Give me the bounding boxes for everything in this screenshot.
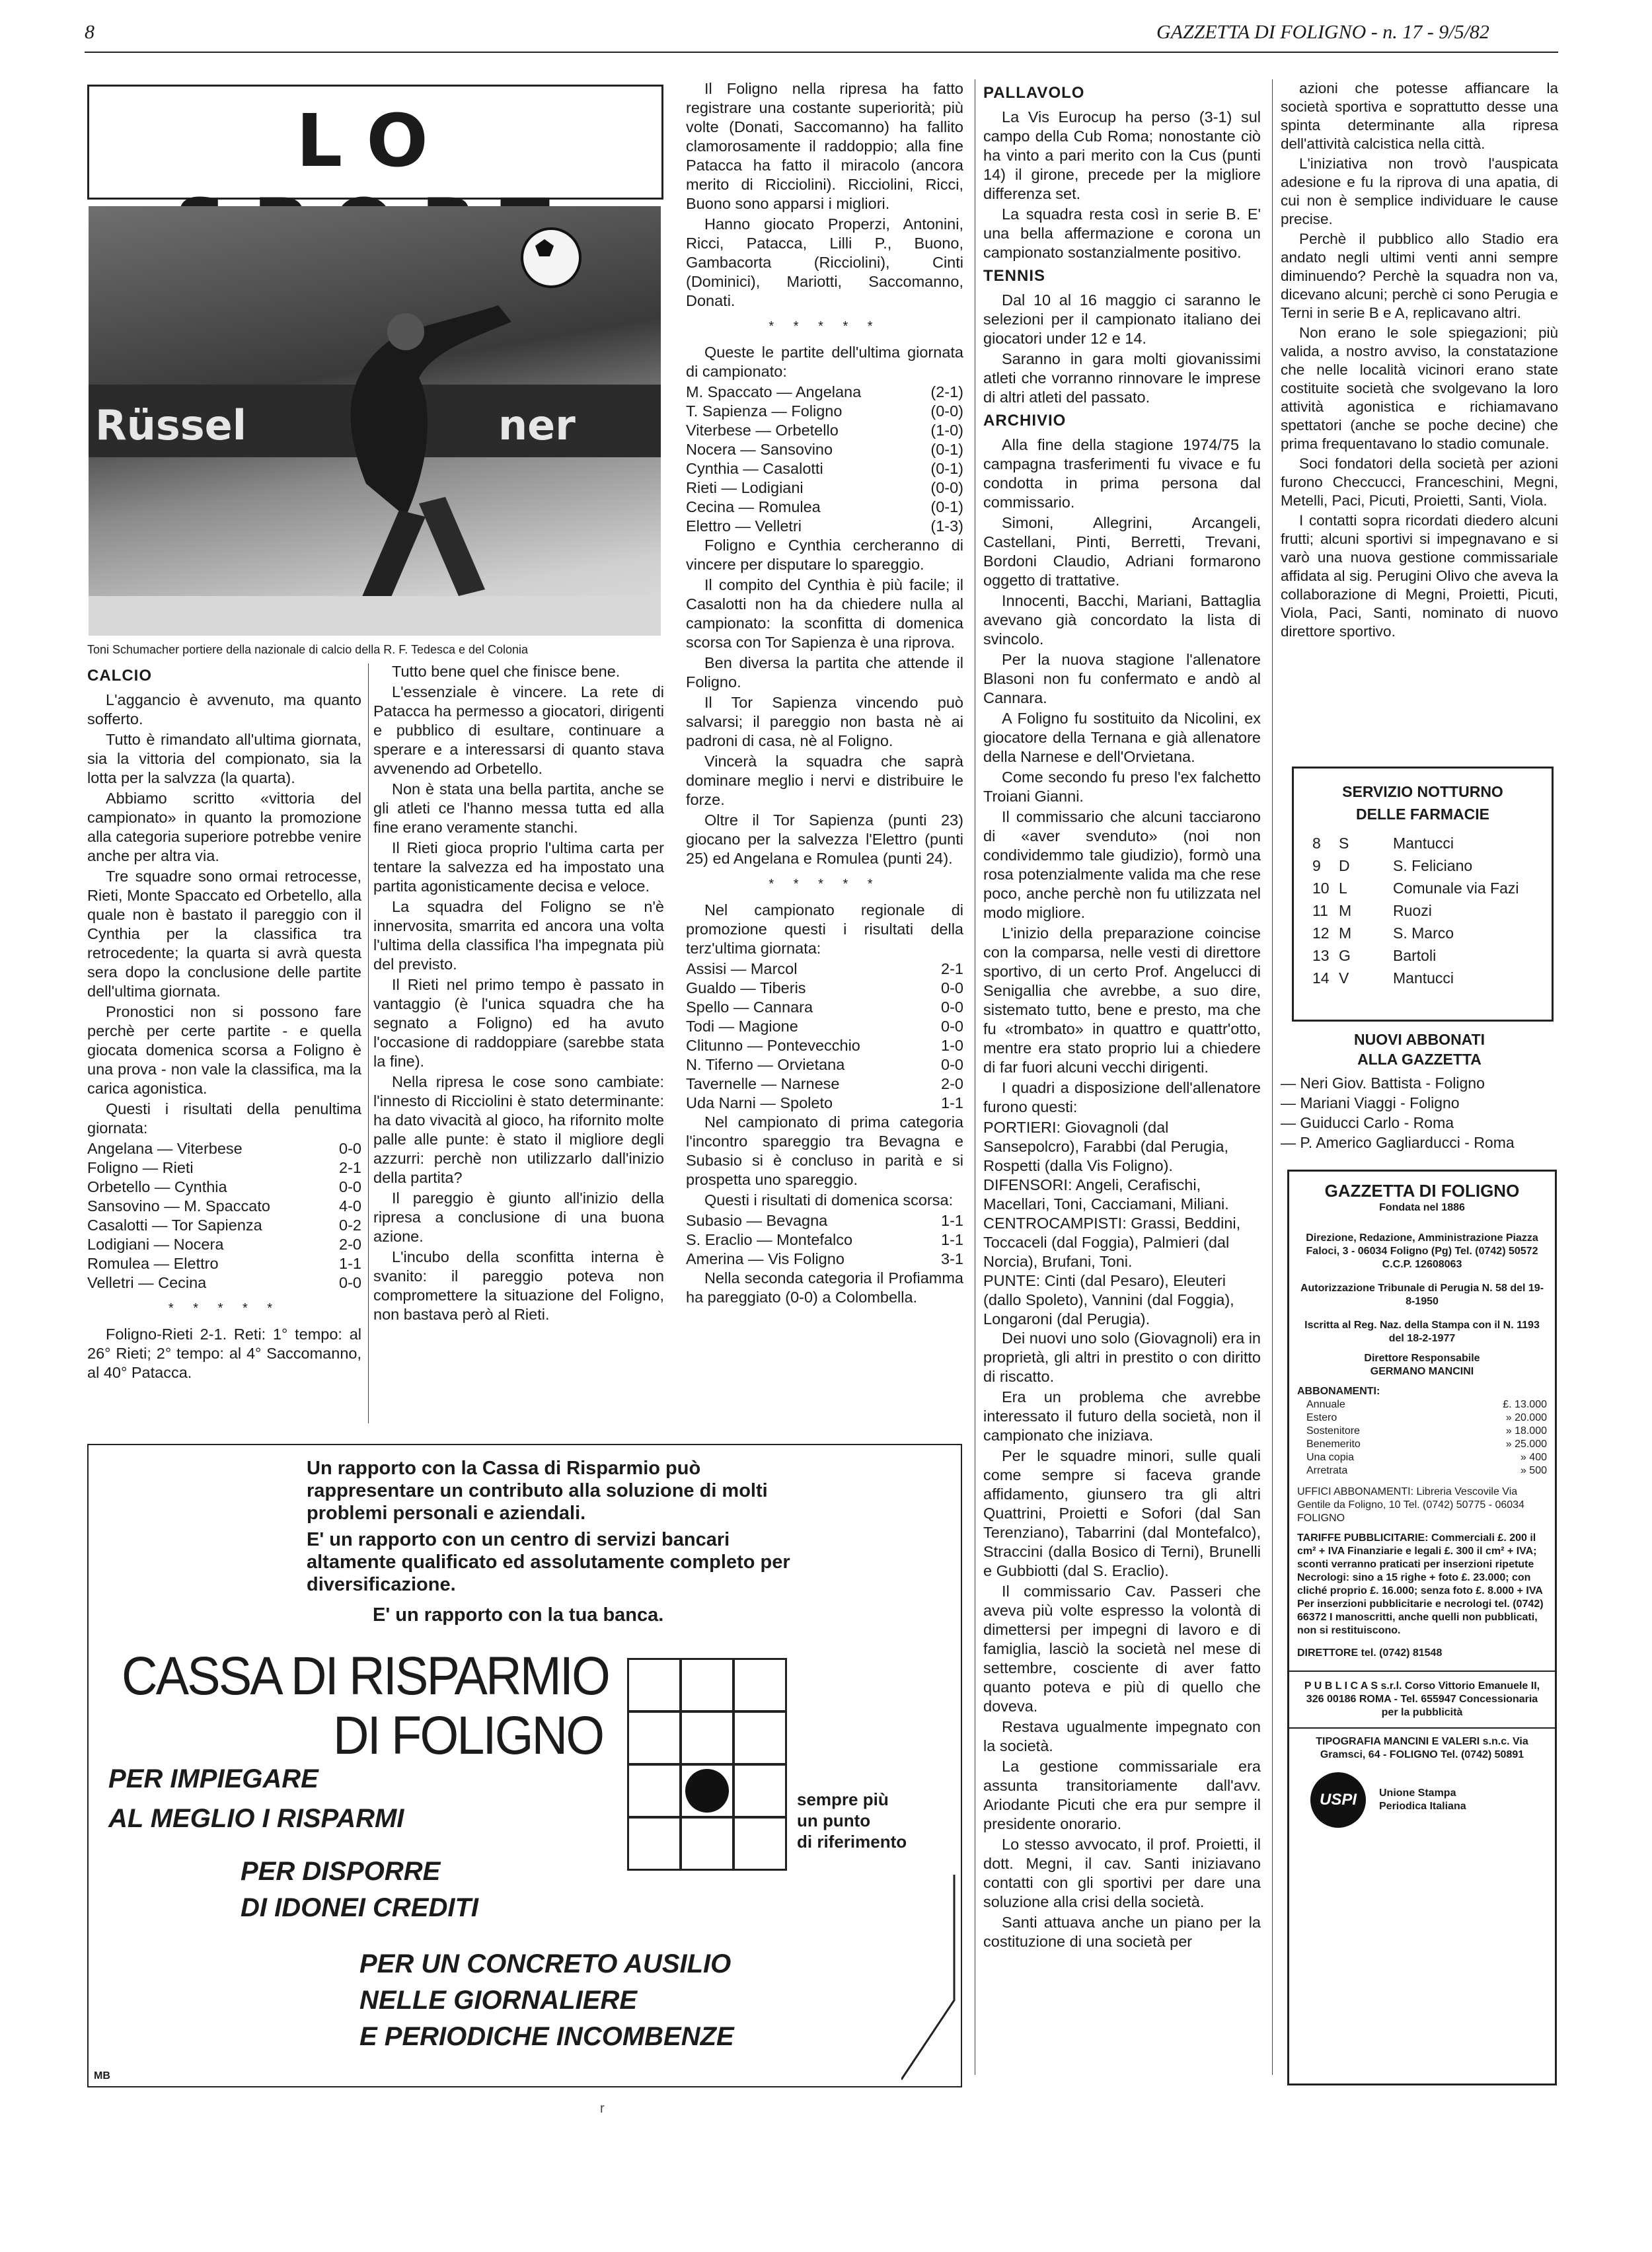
ad-tagline-2: un punto bbox=[797, 1811, 871, 1830]
logo-square bbox=[733, 1764, 787, 1818]
article-paragraph: Innocenti, Bacchi, Mariani, Battaglia avevano già concordato la lista di svincolo. bbox=[983, 592, 1261, 648]
subscriber-item: — Neri Giov. Battista - Foligno bbox=[1281, 1074, 1485, 1092]
result-row: S. Eraclio — Montefalco 1-1 bbox=[686, 1231, 963, 1248]
article-paragraph: L'essenziale è vincere. La rete di Patacca ha permesso a giocatori, dirigenti e pubblico di esultare, continuare a sperare e a interessarsi di quanto stava avvenendo ad Orbetello. bbox=[373, 683, 664, 777]
director-phone: DIRETTORE tel. (0742) 81548 bbox=[1297, 1647, 1443, 1659]
article-paragraph: Nel campionato regionale di promozione questi i risultati della terz'ultima giornata: bbox=[686, 901, 963, 957]
calcio-paragraph: L'aggancio è avvenuto, ma quanto sofferto. bbox=[87, 691, 361, 728]
article-paragraph: Ben diversa la partita che attende il Foligno. bbox=[686, 654, 963, 691]
column-2 bbox=[373, 662, 664, 1326]
page-number: 8 bbox=[85, 21, 94, 43]
ad-copy-1: Un rapporto con la Cassa di Risparmio può rappresentare un contributo alla soluzione di molti problemi personali e aziendali. bbox=[307, 1458, 768, 1524]
fixture-row: T. Sapienza — Foligno (0-0) bbox=[686, 402, 963, 420]
ad-slogan-2: AL MEGLIO I RISPARMI bbox=[108, 1804, 404, 1833]
director-label: Direttore Responsabile bbox=[1364, 1353, 1480, 1364]
subscription-row: Una copia » 400 bbox=[1306, 1452, 1547, 1463]
logo-square bbox=[627, 1658, 681, 1712]
article-paragraph: Il Rieti nel primo tempo è passato in vantaggio (è l'unica squadra che ha segnato a Foligno) ed ha avuto l'occasione di raddoppiare (sarebbe stata la fine). bbox=[373, 976, 664, 1070]
article-paragraph: Dal 10 al 16 maggio ci saranno le selezioni per il campionato italiano dei giocatori under 12 e 14. bbox=[983, 291, 1261, 347]
result-row: Romulea — Elettro 1-1 bbox=[87, 1255, 361, 1272]
subscribers-subtitle: ALLA GAZZETTA bbox=[1357, 1051, 1482, 1068]
result-row: Clitunno — Pontevecchio 1-0 bbox=[686, 1037, 963, 1054]
ad-slogan-5: PER UN CONCRETO AUSILIO bbox=[359, 1949, 732, 1978]
article-paragraph: Il commissario che alcuni tacciarono di «aver svenduto» (noi non condividemmo tale giudizio), formò una rosa potenzialmente valida ma che rese poco, anche perchè non fu utilizzata nel modo migliore. bbox=[983, 808, 1261, 921]
result-row: Lodigiani — Nocera 2-0 bbox=[87, 1236, 361, 1253]
calcio-paragraph: Questi i risultati della penultima giornata: bbox=[87, 1100, 361, 1137]
logo-square bbox=[627, 1764, 681, 1818]
calcio-match-report: Foligno-Rieti 2-1. Reti: 1° tempo: al 26° Rieti; 2° tempo: al 4° Saccomanno, al 40° Patacca. bbox=[87, 1326, 361, 1381]
advertising-rates: TARIFFE PUBBLICITARIE: Commerciali £. 200 il cm² + IVA Finanziarie e legali £. 300 il cm² + IVA; sconti verranno praticati per inserzioni ripetute Necrologi: sino a 15 righe + foto £. 23.000; con cliché proprio £. 16.000; senza foto £. 8.000 + IVA Per inserzioni pubblicitarie e necrologi tel. (0742) 66372 I manoscritti, anche quelli non pubblicati, non si restituiscono. bbox=[1297, 1532, 1544, 1636]
article-paragraph: Per le squadre minori, sulle quali come sempre si faceva grande affidamento, giunsero tra gli altri Quattrini, Proietti e Sofori (dal San Terenziano), Tabarrini (dal Montefalco), Straccini (dalla Bosico di Terni), Brunelli e Gubbiotti (dal S. Eraclio). bbox=[983, 1447, 1261, 1579]
pharmacy-row: 11 M Ruozi bbox=[1312, 902, 1432, 919]
logo-square bbox=[680, 1658, 734, 1712]
result-row: Assisi — Marcol 2-1 bbox=[686, 960, 963, 977]
article-paragraph: Il compito del Cynthia è più facile; il Casalotti non ha da chiedere nulla al campionato: la sconfitta di domenica scorsa con Tor Sapienza è una riprova. bbox=[686, 576, 963, 651]
subscription-row: Annuale £. 13.000 bbox=[1306, 1399, 1547, 1410]
column-rule bbox=[1272, 79, 1273, 2075]
article-paragraph: Questi i risultati di domenica scorsa: bbox=[704, 1191, 954, 1209]
uspi-label: Unione Stampa Periodica Italiana bbox=[1379, 1787, 1466, 1812]
section-title: LO bbox=[296, 98, 455, 183]
result-row: Tavernelle — Narnese 2-0 bbox=[686, 1075, 963, 1092]
result-row: Angelana — Viterbese 0-0 bbox=[87, 1140, 361, 1157]
article-paragraph: Perchè il pubblico allo Stadio era andato negli ultimi venti anni sempre diminuendo? Perchè la squadra non va, dicevano alcuni; perchè ci sono Perugia e Terni in serie B e A, replicavano altri. bbox=[1281, 231, 1558, 321]
article-paragraph: azioni che potesse affiancare la società sportiva e soprattutto desse una spinta determinante alla ripresa dell'attività calcistica nella città. bbox=[1281, 80, 1558, 152]
ad-copy-2: E' un rapporto con un centro di servizi bancari altamente qualificato ed assolutamente completo per diversificazione. bbox=[307, 1529, 790, 1595]
ad-tagline-1: sempre più bbox=[797, 1789, 889, 1809]
ad-slogan-3: PER DISPORRE bbox=[241, 1857, 441, 1886]
bank-logo-dot bbox=[685, 1769, 729, 1813]
billboard-text: Rüssel bbox=[95, 401, 246, 449]
article-paragraph: Simoni, Allegrini, Arcangeli, Castellani, Pinti, Berretti, Trevani, Bordoni Claudio, Adriani formarono oggetto di trattative. bbox=[983, 514, 1261, 589]
article-paragraph: Restava ugualmente impegnato con la società. bbox=[983, 1718, 1261, 1754]
article-paragraph: L'inizio della preparazione coincise con la comparsa, nelle vesti di direttore sportivo, di un certo Prof. Angelucci di Senigallia che avrebbe, a suo dire, sistemato tutto, bene e presto, ma che fu «trombato» in quattro e quattr'otto, mentre era stato proprio lui a chiedere di far fuori alcuni vecchi dirigenti. bbox=[983, 924, 1261, 1076]
article-paragraph: Il commissario Cav. Passeri che aveva più volte espresso la volontà di dimettersi per impegni di lavoro e di famiglia, lasciò la società nel mese di settembre, cosciente di aver fatto quanto poteva e più di quello che doveva. bbox=[983, 1583, 1261, 1715]
result-row: Foligno — Rieti 2-1 bbox=[87, 1159, 361, 1176]
pharmacy-title: SERVIZIO NOTTURNO bbox=[1342, 783, 1503, 800]
pharmacy-row: 9 D S. Feliciano bbox=[1312, 857, 1473, 874]
pharmacy-row: 13 G Bartoli bbox=[1312, 947, 1437, 964]
printer-info: TIPOGRAFIA MANCINI E VALERI s.n.c. Via Gramsci, 64 - FOLIGNO Tel. (0742) 50891 bbox=[1316, 1736, 1528, 1760]
article-paragraph: Il Tor Sapienza vincendo può salvarsi; il pareggio non basta nè ai padroni di casa, nè al Foligno. bbox=[686, 694, 963, 749]
colophon-box bbox=[1287, 1170, 1557, 2085]
ad-tagline-3: di riferimento bbox=[797, 1832, 907, 1852]
ad-signature: MB bbox=[94, 2070, 110, 2082]
colophon-address: Direzione, Redazione, Amministrazione Piazza Faloci, 3 - 06034 Foligno (Pg) Tel. (0742) 50572 C.C.P. 12608063 bbox=[1306, 1232, 1538, 1270]
article-paragraph: La gestione commissariale era assunta transitoriamente dall'avv. Ariodante Picuti che era pur sempre il presidente onorario. bbox=[983, 1758, 1261, 1832]
subscribers-title: NUOVI ABBONATI bbox=[1353, 1031, 1485, 1048]
result-row: Velletri — Cecina 0-0 bbox=[87, 1274, 361, 1291]
colophon-founded: Fondata nel 1886 bbox=[1379, 1202, 1465, 1213]
logo-square bbox=[733, 1817, 787, 1871]
ad-slogan-7: E PERIODICHE INCOMBENZE bbox=[359, 2022, 734, 2051]
separator-stars: * * * * * bbox=[769, 877, 881, 891]
fixture-row: Cynthia — Casalotti (0-1) bbox=[686, 460, 963, 477]
subscription-row: Estero » 20.000 bbox=[1306, 1412, 1547, 1423]
article-paragraph: L'iniziativa non trovò l'auspicata adesione e fu la riprova di una apatia, di cui non è semplice individuare le cause precise. bbox=[1281, 155, 1558, 227]
logo-square bbox=[680, 1817, 734, 1871]
bank-advertisement bbox=[87, 1444, 962, 2087]
logo-square bbox=[627, 1817, 681, 1871]
subscriber-item: — Mariani Viaggi - Foligno bbox=[1281, 1094, 1460, 1111]
calcio-heading: CALCIO bbox=[87, 667, 152, 685]
article-paragraph: Vincerà la squadra che saprà dominare meglio i nervi e distribuire le forze. bbox=[686, 753, 963, 808]
roster-line: CENTROCAMPISTI: Grassi, Beddini, Toccaceli (dal Foggia), Palmieri (dal Norcia), Brufani, Toni. bbox=[983, 1215, 1241, 1270]
calcio-paragraph: Pronostici non si possono fare perchè per certe partite - e quella giocata domenica scorsa a Foligno è una prova - non vale la classifica, ma la carica agonistica. bbox=[87, 1003, 361, 1097]
column-3 bbox=[686, 79, 963, 1308]
bank-name-1: CASSA DI RISPARMIO bbox=[122, 1646, 609, 1706]
article-paragraph: La squadra resta così in serie B. E' una bella affermazione e corona un campionato sostanzialmente positivo. bbox=[983, 206, 1261, 261]
subscription-row: Arretrata » 500 bbox=[1306, 1465, 1547, 1476]
article-paragraph: Il Foligno nella ripresa ha fatto registrare una costante superiorità; più volte (Donati, Saccomanno) ha fallito clamorosamente il raddoppio; alla fine Patacca ha fatto il miracolo (ancora merito di Ricciolini). Ricciolini, Ricci, Buono sono apparsi i migliori. bbox=[686, 80, 963, 212]
colophon-title: GAZZETTA DI FOLIGNO bbox=[1324, 1181, 1520, 1201]
ad-slogan-6: NELLE GIORNALIERE bbox=[359, 1986, 638, 2015]
calcio-paragraph: Abbiamo scritto «vittoria del campionato» in quanto la promozione alla categoria superiore potrebbe venire anche per altra via. bbox=[87, 790, 361, 864]
roster-line: PUNTE: Cinti (dal Pesaro), Eleuteri (dallo Spoleto), Vannini (dal Foggia), Longaroni (dal Perugia). bbox=[983, 1272, 1234, 1328]
pallavolo-heading: PALLAVOLO bbox=[983, 84, 1085, 102]
uspi-logo: USPI bbox=[1310, 1772, 1366, 1828]
article-paragraph: Saranno in gara molti giovanissimi atleti che vorranno rinnovare le imprese di altri atleti del passato. bbox=[983, 350, 1261, 406]
fixture-row: Nocera — Sansovino (0-1) bbox=[686, 441, 963, 458]
article-paragraph: A Foligno fu sostituito da Nicolini, ex giocatore della Ternana e già allenatore della Narnese e dell'Orvietana. bbox=[983, 710, 1261, 765]
separator-stars: * * * * * bbox=[168, 1301, 281, 1316]
masthead: GAZZETTA DI FOLIGNO - n. 17 - 9/5/82 bbox=[1156, 21, 1489, 43]
logo-square bbox=[680, 1711, 734, 1765]
ad-corner-line bbox=[901, 1875, 961, 2086]
section-title-box bbox=[87, 85, 663, 200]
header-rule bbox=[85, 52, 1558, 53]
article-paragraph: I quadri a disposizione dell'allenatore furono questi: bbox=[983, 1079, 1261, 1115]
article-paragraph: Dei nuovi uno solo (Giovagnoli) era in proprietà, gli altri in prestito o con diritto di riscatto. bbox=[983, 1330, 1261, 1385]
archivio-heading: ARCHIVIO bbox=[983, 412, 1067, 430]
article-paragraph: Foligno e Cynthia cercheranno di vincere per disputare lo spareggio. bbox=[686, 537, 963, 573]
pharmacy-row: 14 V Mantucci bbox=[1312, 969, 1454, 987]
article-paragraph: Tutto bene quel che finisce bene. bbox=[392, 663, 620, 680]
fixture-row: Viterbese — Orbetello (1-0) bbox=[686, 422, 963, 439]
article-paragraph: Come secondo fu preso l'ex falchetto Troiani Gianni. bbox=[983, 769, 1261, 805]
logo-square bbox=[733, 1658, 787, 1712]
article-paragraph: I contatti sopra ricordati diedero alcuni frutti; alcuni sportivi si impegnavano e si varò una nuova gestione commissariale affidata al sig. Perugini Olivo che aveva la collaborazione di Megni, Proietti, Picuti, Viola, Paci, Santi, nominato di nuovo direttore sportivo. bbox=[1281, 512, 1558, 640]
fixture-row: M. Spaccato — Angelana (2-1) bbox=[686, 383, 963, 400]
pharmacy-row: 10 L Comunale via Fazi bbox=[1312, 880, 1519, 897]
ad-copy-3: E' un rapporto con la tua banca. bbox=[373, 1604, 664, 1626]
article-paragraph: Santi attuava anche un piano per la costituzione di una società per bbox=[983, 1914, 1261, 1950]
goalkeeper-photo bbox=[89, 206, 661, 636]
article-paragraph: Nella seconda categoria il Profiamma ha pareggiato (0-0) a Colombella. bbox=[686, 1269, 963, 1306]
article-paragraph: Il Rieti gioca proprio l'ultima carta per tentare la salvezza ed ha impostato una partita agonisticamente decisa e veloce. bbox=[373, 839, 664, 895]
fixture-row: Rieti — Lodigiani (0-0) bbox=[686, 479, 963, 496]
calcio-paragraph: Tre squadre sono ormai retrocesse, Rieti, Monte Spaccato ed Orbetello, alla quale non è bastato il pareggio con il Cynthia per la classifica tra retrocedente; la quarta si avrà questa sera dopo la conclusione delle partite dell'ultima giornata. bbox=[87, 868, 361, 1000]
column-4 bbox=[983, 79, 1261, 1953]
colophon-authorization: Autorizzazione Tribunale di Perugia N. 58 del 19-8-1950 bbox=[1300, 1283, 1544, 1307]
result-row: Uda Narni — Spoleto 1-1 bbox=[686, 1094, 963, 1111]
result-row: Amerina — Vis Foligno 3-1 bbox=[686, 1250, 963, 1267]
fixture-row: Elettro — Velletri (1-3) bbox=[686, 517, 963, 535]
article-paragraph: Nel campionato di prima categoria l'incontro spareggio tra Bevagna e Subasio si è concluso in parità e si prospetta uno spareggio. bbox=[686, 1113, 963, 1188]
result-row: Orbetello — Cynthia 0-0 bbox=[87, 1178, 361, 1195]
logo-square bbox=[627, 1711, 681, 1765]
article-paragraph: La squadra del Foligno se n'è innervosita, smarrita ed ancora una volta l'ultima della classifica l'ha impegnata più del previsto. bbox=[373, 898, 664, 973]
result-row: Sansovino — M. Spaccato 4-0 bbox=[87, 1197, 361, 1215]
logo-square bbox=[733, 1711, 787, 1765]
result-row: Spello — Cannara 0-0 bbox=[686, 998, 963, 1016]
subscribers-block bbox=[1281, 1030, 1558, 1152]
calcio-paragraph: Tutto è rimandato all'ultima giornata, sia la vittoria del compionato, sia la lotta per la salvzza (la quarta). bbox=[87, 731, 361, 786]
separator-stars: * * * * * bbox=[769, 319, 881, 334]
roster-line: DIFENSORI: Angeli, Cerafischi, Macellari, Toni, Cacciamani, Miliani. bbox=[983, 1176, 1229, 1213]
subscription-row: Benemerito » 25.000 bbox=[1306, 1439, 1547, 1450]
director-name: GERMANO MANCINI bbox=[1370, 1366, 1474, 1377]
photo-caption: Toni Schumacher portiere della nazionale di calcio della R. F. Tedesca e del Colonia bbox=[87, 643, 529, 656]
article-paragraph: Hanno giocato Properzi, Antonini, Ricci, Patacca, Lilli P., Buono, Gambacorta (Ricciolini), Cinti (Dominici), Mariotti, Saccomanno, Donati. bbox=[686, 215, 963, 309]
result-row: N. Tiferno — Orvietana 0-0 bbox=[686, 1056, 963, 1073]
article-paragraph: Oltre il Tor Sapienza (punti 23) giocano per la salvezza l'Elettro (punti 25) ed Angelana e Romulea (punti 24). bbox=[686, 811, 963, 867]
footer-mark: r bbox=[600, 2101, 605, 2116]
pharmacy-box bbox=[1292, 767, 1554, 1022]
article-paragraph: Era un problema che avrebbe interessato il futuro della società, non il campionato che iniziava. bbox=[983, 1388, 1261, 1444]
column-rule bbox=[368, 663, 369, 1423]
ad-tagline bbox=[797, 1789, 907, 1852]
column-calcio bbox=[87, 662, 361, 1384]
subscriber-item: — P. Americo Gagliarducci - Roma bbox=[1281, 1134, 1515, 1151]
result-row: Subasio — Bevagna 1-1 bbox=[686, 1212, 963, 1229]
result-row: Todi — Magione 0-0 bbox=[686, 1018, 963, 1035]
article-paragraph: Nella ripresa le cose sono cambiate: l'innesto di Ricciolini è stato determinante: ha dato vivacità al gioco, ha rifornito molte palle alle punte: è stato il migliore degli azzurri: perchè non utilizzarlo dall'inizio della partita? bbox=[373, 1073, 664, 1186]
subscriptions-label: ABBONAMENTI: bbox=[1297, 1386, 1380, 1397]
article-paragraph: L'incubo della sconfitta interna è svanito: il pareggio poteva non compromettere la situazione del Foligno, non bastava però al Rieti. bbox=[373, 1248, 664, 1323]
pharmacy-subtitle: DELLE FARMACIE bbox=[1356, 806, 1489, 823]
article-paragraph: Non erano le sole spiegazioni; più valida, a nostro avviso, la constatazione che nelle località vicinori erano state costituite società che svolgevano la loro attività agonistica e richiamavano spettatori (anche se poche decine) che prima frequentavano lo stadio comunale. bbox=[1281, 324, 1558, 452]
result-row: Casalotti — Tor Sapienza 0-2 bbox=[87, 1217, 361, 1234]
bank-name-2: DI FOLIGNO bbox=[333, 1706, 603, 1766]
pharmacy-row: 8 S Mantucci bbox=[1312, 835, 1454, 852]
article-paragraph: Per la nuova stagione l'allenatore Blasoni non fu confermato e andò al Cannara. bbox=[983, 651, 1261, 706]
ad-slogan-4: DI IDONEI CREDITI bbox=[241, 1893, 479, 1922]
column-5 bbox=[1281, 79, 1558, 642]
article-paragraph: Queste le partite dell'ultima giornata di campionato: bbox=[686, 344, 963, 380]
article-paragraph: Alla fine della stagione 1974/75 la campagna trasferimenti fu vivace e fu condotta in prima persona dal commissario. bbox=[983, 436, 1261, 511]
article-paragraph: Soci fondatori della società per azioni furono Checcucci, Franceschini, Megni, Metelli, Paci, Picuti, Proietti, Santi, Viola. bbox=[1281, 455, 1558, 509]
tennis-heading: TENNIS bbox=[983, 267, 1046, 285]
result-row: Gualdo — Tiberis 0-0 bbox=[686, 979, 963, 996]
subscriber-item: — Guiducci Carlo - Roma bbox=[1281, 1114, 1454, 1131]
article-paragraph: Lo stesso avvocato, il prof. Proietti, il dott. Megni, il cav. Santi iniziavano contatti con gli sportivi per dare una soluzione alla crisi della società. bbox=[983, 1836, 1261, 1910]
article-paragraph: Il pareggio è giunto all'inizio della ripresa a conclusione di una buona azione. bbox=[373, 1189, 664, 1245]
article-paragraph: Non è stata una bella partita, anche se gli atleti ce l'hanno messa tutta ed alla fine erano veramente stanchi. bbox=[373, 780, 664, 836]
pharmacy-row: 12 M S. Marco bbox=[1312, 924, 1454, 942]
ad-slogan-1: PER IMPIEGARE bbox=[108, 1764, 319, 1793]
article-paragraph: La Vis Eurocup ha perso (3-1) sul campo della Cub Roma; nonostante ciò ha vinto a pari merito con la Cus (punti 14) il girone, precede per la migliore differenza set. bbox=[983, 108, 1261, 202]
fixture-row: Cecina — Romulea (0-1) bbox=[686, 498, 963, 515]
roster-line: PORTIERI: Giovagnoli (dal Sansepolcro), Farabbi (dal Perugia, Rospetti (dalla Vis Foligno). bbox=[983, 1119, 1228, 1174]
colophon-registry: Iscritta al Reg. Naz. della Stampa con il N. 1193 del 18-2-1977 bbox=[1304, 1320, 1540, 1344]
subscription-row: Sostenitore » 18.000 bbox=[1306, 1425, 1547, 1437]
billboard-text-2: ner bbox=[498, 401, 576, 449]
subscription-offices: UFFICI ABBONAMENTI: Libreria Vescovile Via Gentile da Foligno, 10 Tel. (0742) 50775 - 06034 FOLIGNO bbox=[1297, 1486, 1524, 1524]
publicas-info: P U B L I C A S s.r.l. Corso Vittorio Emanuele II, 326 00186 ROMA - Tel. 655947 Concessionaria per la pubblicità bbox=[1304, 1680, 1540, 1718]
